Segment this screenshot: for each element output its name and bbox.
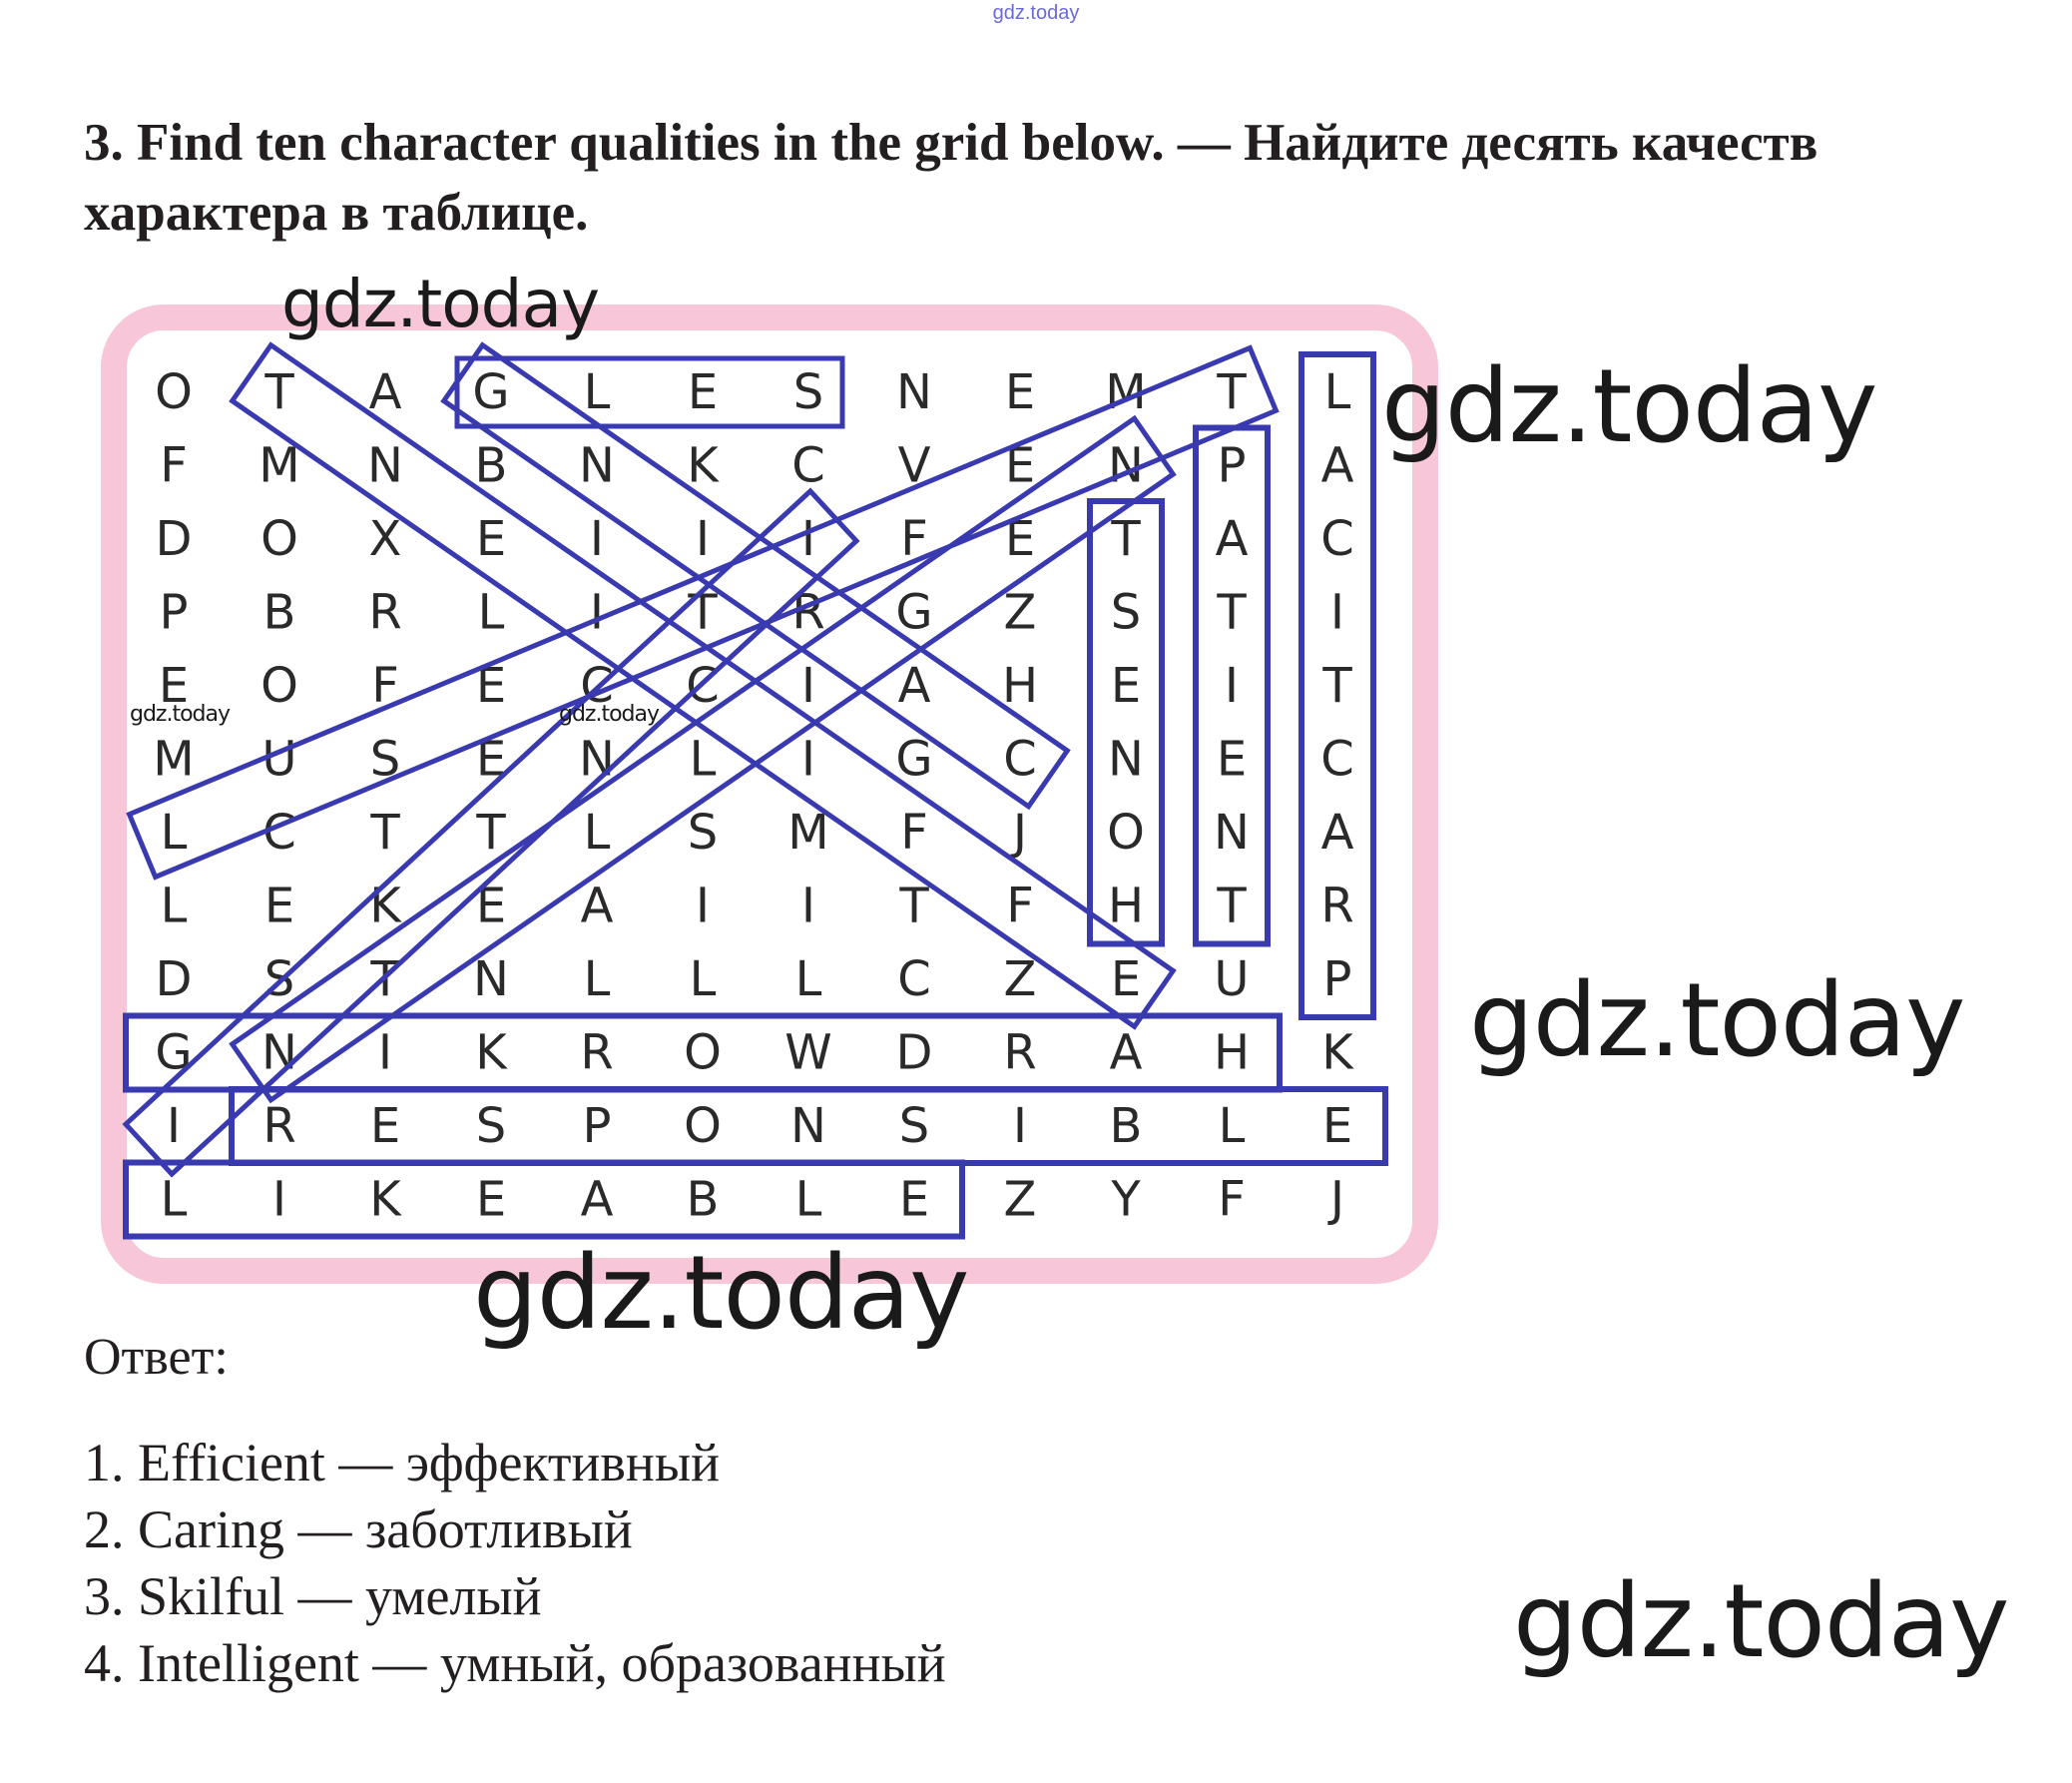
grid-letter: I: [1329, 584, 1345, 641]
grid-letter: L: [583, 805, 611, 861]
grid-letter: D: [155, 951, 193, 1007]
grid-letter: Y: [1111, 1171, 1141, 1228]
top-watermark: gdz.today: [992, 2, 1080, 24]
grid-letter: C: [262, 805, 296, 861]
grid-letter: C: [686, 658, 720, 714]
grid-letter: N: [367, 437, 403, 494]
grid-letter: N: [261, 1024, 297, 1081]
grid-letter: D: [155, 511, 193, 567]
grid-letter: P: [1217, 437, 1247, 494]
grid-letter: E: [158, 658, 190, 714]
watermark: gdz.today: [1381, 347, 1877, 466]
exercise-heading-line-2: характера в таблице.: [84, 184, 589, 242]
grid-letter: X: [368, 511, 402, 567]
grid-letter: A: [580, 1171, 614, 1228]
grid-letter: E: [475, 511, 507, 567]
grid-letter: N: [896, 364, 932, 420]
grid-letter: A: [1109, 1024, 1143, 1081]
grid-letter: E: [898, 1171, 930, 1228]
grid-letter: G: [472, 364, 510, 420]
grid-letter: S: [687, 805, 719, 861]
grid-letter: E: [263, 878, 295, 934]
grid-letter: L: [583, 951, 611, 1007]
exercise-heading-line-1: 3. Find ten character qualities in the grid below. — Найдите десять качеств: [84, 114, 1818, 172]
grid-letter: I: [1224, 658, 1240, 714]
grid-letter: H: [1001, 658, 1039, 714]
grid-letter: K: [369, 878, 401, 934]
grid-letter: M: [787, 805, 829, 861]
grid-letter: E: [1321, 1098, 1353, 1154]
answer-item: 4. Intelligent — умный, образованный: [84, 1633, 946, 1693]
grid-letter: C: [1003, 731, 1037, 788]
grid-letter: T: [1217, 364, 1247, 420]
grid-letter: L: [477, 584, 505, 641]
grid-letter: O: [260, 658, 298, 714]
grid-letter: P: [159, 584, 189, 641]
grid-letter: R: [262, 1098, 296, 1154]
grid-letter: I: [589, 584, 605, 641]
grid-letter: N: [473, 951, 509, 1007]
grid-letter: S: [369, 731, 401, 788]
watermark: gdz.today: [281, 266, 600, 342]
grid-letter: Z: [1003, 951, 1037, 1007]
grid-letter: J: [1012, 805, 1028, 861]
grid-letter: J: [1329, 1171, 1345, 1228]
grid-letter: T: [899, 878, 929, 934]
grid-letter: A: [897, 658, 931, 714]
grid-letter: N: [1214, 805, 1250, 861]
answer-item: 1. Efficient — эффективный: [84, 1433, 721, 1492]
grid-letter: U: [261, 731, 297, 788]
grid-letter: I: [377, 1024, 393, 1081]
watermark: gdz.today: [559, 702, 660, 727]
grid-letter: I: [271, 1171, 287, 1228]
grid-letter: L: [794, 1171, 822, 1228]
grid-letter: A: [1320, 437, 1354, 494]
grid-letter: E: [1110, 951, 1142, 1007]
answer-label: Ответ:: [84, 1329, 229, 1386]
grid-letter: B: [1109, 1098, 1143, 1154]
grid-letter: E: [687, 364, 719, 420]
grid-letter: H: [1213, 1024, 1251, 1081]
watermark: gdz.today: [130, 702, 231, 727]
answer-item: 3. Skilful — умелый: [84, 1566, 542, 1626]
grid-letter: H: [1107, 878, 1145, 934]
grid-letter: E: [475, 731, 507, 788]
grid-letter: A: [1320, 805, 1354, 861]
grid-letter: T: [1111, 511, 1141, 567]
grid-letter: I: [800, 731, 816, 788]
grid-letter: C: [791, 437, 825, 494]
grid-letter: E: [475, 1171, 507, 1228]
grid-letter: D: [895, 1024, 933, 1081]
grid-letter: K: [475, 1024, 507, 1081]
grid-letter: K: [1321, 1024, 1353, 1081]
grid-letter: L: [160, 805, 188, 861]
grid-letter: O: [684, 1024, 722, 1081]
grid-letter: I: [695, 878, 711, 934]
grid-letter: L: [689, 731, 717, 788]
grid-letter: T: [1217, 584, 1247, 641]
grid-letter: S: [475, 1098, 507, 1154]
grid-letter: R: [1003, 1024, 1037, 1081]
grid-letter: R: [791, 584, 825, 641]
grid-letter: F: [160, 437, 188, 494]
grid-letter: S: [263, 951, 295, 1007]
grid-letter: L: [1323, 364, 1351, 420]
grid-letter: T: [370, 805, 400, 861]
grid-letter: A: [580, 878, 614, 934]
grid-letter: A: [368, 364, 402, 420]
grid-letter: S: [898, 1098, 930, 1154]
grid-letter: E: [369, 1098, 401, 1154]
grid-letter: R: [368, 584, 402, 641]
grid-letter: E: [1004, 511, 1036, 567]
grid-letter: C: [897, 951, 931, 1007]
grid-letter: N: [579, 731, 615, 788]
grid-letter: G: [895, 731, 933, 788]
grid-letter: K: [687, 437, 719, 494]
grid-letter: B: [262, 584, 296, 641]
grid-letter: P: [1322, 951, 1352, 1007]
grid-letter: B: [686, 1171, 720, 1228]
grid-letter: M: [259, 437, 300, 494]
grid-letter: R: [580, 1024, 614, 1081]
grid-letter: O: [260, 511, 298, 567]
grid-letter: E: [1110, 658, 1142, 714]
watermark: gdz.today: [473, 1234, 969, 1353]
grid-letter: E: [475, 878, 507, 934]
grid-letter: T: [264, 364, 294, 420]
grid-letter: I: [589, 511, 605, 567]
grid-letter: N: [579, 437, 615, 494]
grid-letter: Z: [1003, 1171, 1037, 1228]
grid-letter: G: [895, 584, 933, 641]
grid-letter: K: [369, 1171, 401, 1228]
grid-letter: E: [1004, 437, 1036, 494]
grid-letter: O: [1107, 805, 1145, 861]
grid-letter: L: [160, 878, 188, 934]
grid-letter: T: [688, 584, 718, 641]
grid-letter: L: [794, 951, 822, 1007]
answer-list: [84, 1430, 946, 1697]
grid-letter: W: [784, 1024, 832, 1081]
grid-letter: T: [476, 805, 506, 861]
grid-letter: T: [1322, 658, 1352, 714]
grid-letter: S: [792, 364, 824, 420]
grid-letter: I: [1012, 1098, 1028, 1154]
grid-letter: C: [1320, 731, 1354, 788]
grid-letter: C: [1320, 511, 1354, 567]
grid-letter: A: [1215, 511, 1249, 567]
grid-letter: N: [1108, 731, 1144, 788]
grid-letter: E: [1216, 731, 1248, 788]
grid-letter: I: [800, 658, 816, 714]
grid-letter: N: [790, 1098, 826, 1154]
grid-letter: F: [1006, 878, 1034, 934]
grid-letter: V: [897, 437, 931, 494]
grid-letter: L: [583, 364, 611, 420]
watermark: gdz.today: [1513, 1562, 2009, 1681]
grid-letter: U: [1214, 951, 1250, 1007]
grid-letter: C: [580, 658, 614, 714]
grid-letter: I: [800, 511, 816, 567]
grid-letter: F: [371, 658, 399, 714]
grid-letter: G: [155, 1024, 193, 1081]
grid-letter: S: [1110, 584, 1142, 641]
grid-letter: T: [1217, 878, 1247, 934]
grid-letter: E: [1004, 364, 1036, 420]
grid-letter: O: [155, 364, 193, 420]
grid-letter: T: [370, 951, 400, 1007]
grid-letter: N: [1108, 437, 1144, 494]
grid-letter: I: [166, 1098, 182, 1154]
answer-item: 2. Caring — заботливый: [84, 1499, 633, 1559]
grid-letter: F: [900, 511, 928, 567]
grid-letter: Z: [1003, 584, 1037, 641]
grid-letter: F: [1218, 1171, 1246, 1228]
grid-letter: O: [684, 1098, 722, 1154]
grid-letter: L: [1218, 1098, 1246, 1154]
grid-letter: I: [800, 878, 816, 934]
grid-letter: P: [582, 1098, 612, 1154]
grid-letter: L: [689, 951, 717, 1007]
grid-letter: F: [900, 805, 928, 861]
grid-letter: B: [474, 437, 508, 494]
grid-letter: I: [695, 511, 711, 567]
grid-letter: L: [160, 1171, 188, 1228]
watermark: gdz.today: [1469, 961, 1965, 1080]
grid-letter: M: [153, 731, 195, 788]
grid-letter: R: [1320, 878, 1354, 934]
grid-letter: M: [1105, 364, 1147, 420]
grid-letter: E: [475, 658, 507, 714]
